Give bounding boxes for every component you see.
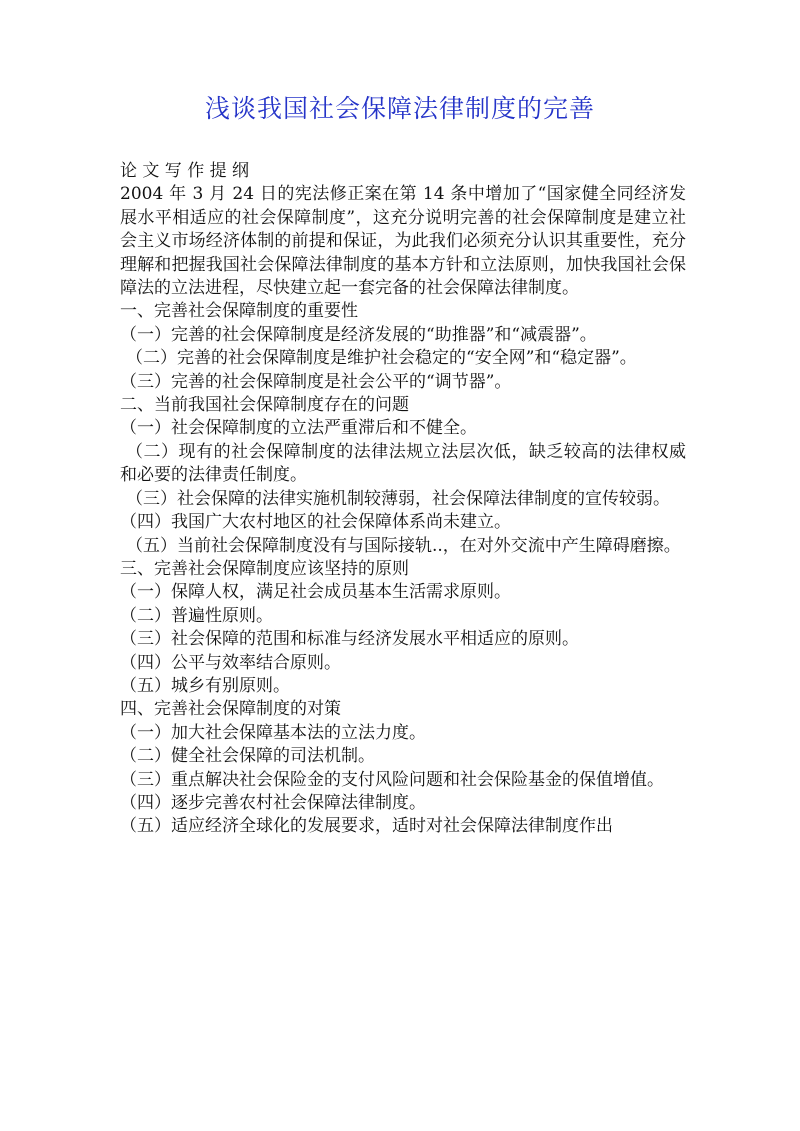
section-item: （二）现有的社会保障制度的法律法规立法层次低，缺乏较高的法律权威和必要的法律责任制度。 xyxy=(120,441,686,486)
section-heading: 二、当前我国社会保障制度存在的问题 xyxy=(120,395,409,416)
section-item: （五）适应经济全球化的发展要求，适时对社会保障法律制度作出 xyxy=(120,816,613,837)
section-item: （二）普遍性原则。 xyxy=(120,605,273,626)
section-item: （一）加大社会保障基本法的立法力度。 xyxy=(120,722,426,743)
section-item: （四）我国广大农村地区的社会保障体系尚未建立。 xyxy=(120,512,511,533)
document-body xyxy=(120,160,686,839)
section-item: （三）重点解决社会保险金的支付风险问题和社会保险基金的保值增值。 xyxy=(120,769,664,790)
intro-paragraph: 2004 年 3 月 24 日的宪法修正案在第 14 条中增加了“国家健全同经济发展水平相适应的社会保障制度”，这充分说明完善的社会保障制度是建立社会主义市场经济体制的前提和保证，为此我们必须充分认识其重要性，充分理解和把握我国社会保障法律制度的基本方针和立法原则，加快我国社会保障法的立法进程，尽快建立起一套完备的社会保障法律制度。 xyxy=(120,184,686,299)
section-heading: 一、完善社会保障制度的重要性 xyxy=(120,301,358,322)
section-item: （一）完善的社会保障制度是经济发展的“助推器”和“减震器”。 xyxy=(120,324,597,345)
section-item: （四）公平与效率结合原则。 xyxy=(120,652,341,673)
section-item: （二）完善的社会保障制度是维护社会稳定的“安全网”和“稳定器”。 xyxy=(126,348,637,369)
section-item: （五）当前社会保障制度没有与国际接轨..，在对外交流中产生障碍磨擦。 xyxy=(126,535,681,556)
section-item: （四）逐步完善农村社会保障法律制度。 xyxy=(120,792,426,813)
section-item: （五）城乡有别原则。 xyxy=(120,675,290,696)
outline-heading: 论 文 写 作 提 纲 xyxy=(120,161,250,181)
section-item: （一）保障人权，满足社会成员基本生活需求原则。 xyxy=(120,582,511,603)
document-title: 浅谈我国社会保障法律制度的完善 xyxy=(204,94,595,123)
section-heading: 三、完善社会保障制度应该坚持的原则 xyxy=(120,558,409,579)
section-item: （二）健全社会保障的司法机制。 xyxy=(120,746,375,767)
section-heading: 四、完善社会保障制度的对策 xyxy=(120,699,341,720)
section-item: （一）社会保障制度的立法严重滞后和不健全。 xyxy=(120,418,477,439)
section-item: （三）社会保障的范围和标准与经济发展水平相适应的原则。 xyxy=(120,629,579,650)
section-item: （三）社会保障的法律实施机制较薄弱，社会保障法律制度的宣传较弱。 xyxy=(126,488,670,509)
section-item: （三）完善的社会保障制度是社会公平的“调节器”。 xyxy=(120,371,512,392)
